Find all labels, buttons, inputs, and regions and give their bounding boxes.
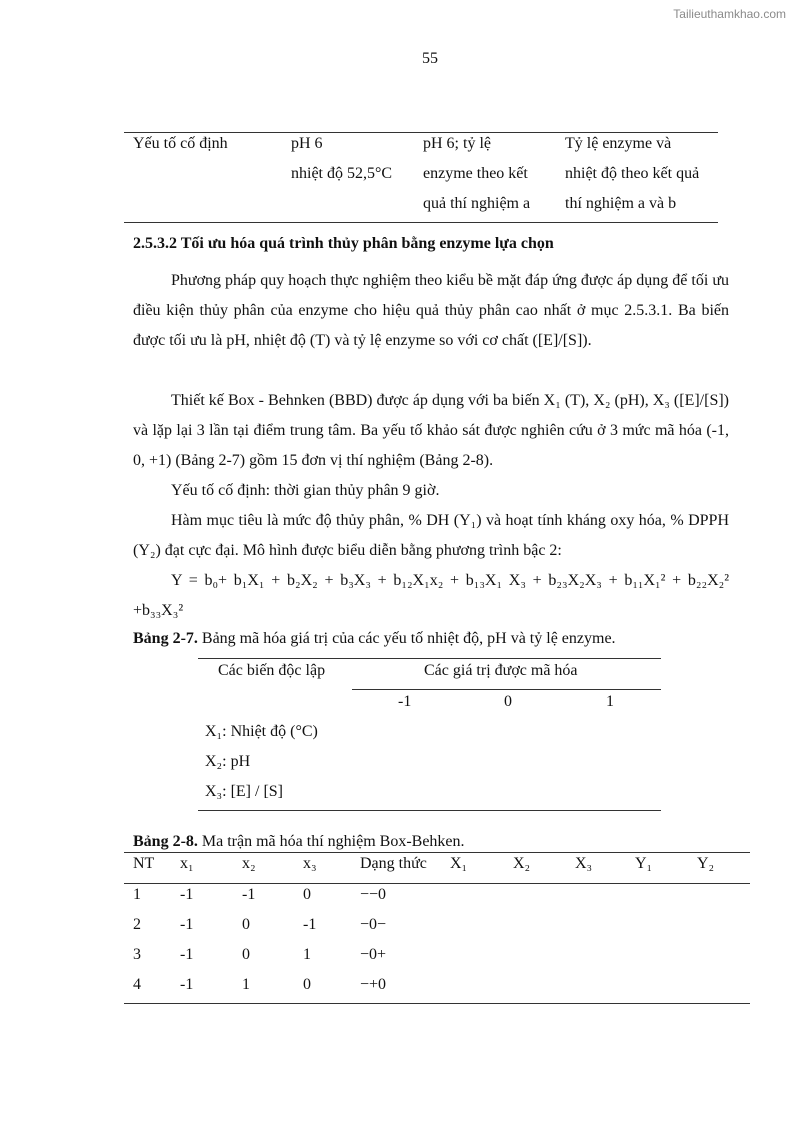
table-2-7-row-ph: X₂: pH bbox=[205, 753, 251, 770]
paragraph-method: Phương pháp quy hoạch thực nghiệm theo kiểu bề mặt đáp ứng được áp dụng để tối ưu điều kiện thủy phân của enzyme cho hiệu quả thủy phân cao nhất ở mục 2.5.3.1. Ba biến được tối ưu là pH, nhiệt độ (T) và tỷ lệ enzyme so với cơ chất ([E]/[S]). bbox=[133, 272, 729, 349]
level-minus: -1 bbox=[398, 693, 412, 710]
table-cell: 0 bbox=[303, 886, 311, 903]
table-cell: −+0 bbox=[360, 976, 387, 993]
watermark: Tailieuthamkhao.com bbox=[673, 7, 786, 21]
table-2-8-caption: Bảng 2-8. Ma trận mã hóa thí nghiệm Box-Behken. bbox=[133, 833, 465, 850]
table-cell: 0 bbox=[303, 976, 311, 993]
fixed-col2-line2: enzyme theo kết bbox=[423, 165, 528, 182]
table-2-7-header-coded: Các giá trị được mã hóa bbox=[424, 662, 578, 679]
table-cell: -1 bbox=[180, 916, 194, 933]
table-cell: -1 bbox=[180, 976, 194, 993]
table-cell: 1 bbox=[303, 946, 311, 963]
table-cell: 0 bbox=[242, 946, 250, 963]
fixed-col3-line1: Tỷ lệ enzyme và bbox=[565, 135, 672, 152]
fixed-col2-line3: quả thí nghiệm a bbox=[423, 195, 531, 212]
table-cell: -1 bbox=[180, 946, 194, 963]
table-2-8-header-y1: Y₁ bbox=[635, 855, 653, 872]
table-cell: -1 bbox=[180, 886, 194, 903]
fixed-col3-line3: thí nghiệm a và b bbox=[565, 195, 677, 212]
table-cell: −0+ bbox=[360, 946, 387, 963]
paragraph-bbd: Thiết kế Box - Behnken (BBD) được áp dụng với ba biến X₁ (T), X₂ (pH), X₃ ([E]/[S]) và lặp lại 3 lần tại điểm trung tâm. Ba yếu tố khảo sát được nghiên cứu ở 3 mức mã hóa (-1, 0, +1) (Bảng 2-7) gồm 15 đơn vị thí nghiệm (Bảng 2-8). bbox=[133, 392, 729, 469]
level-zero: 0 bbox=[504, 693, 512, 710]
level-plus: 1 bbox=[606, 693, 614, 710]
paragraph-fixed: Yếu tố cố định: thời gian thủy phân 9 giờ. bbox=[171, 482, 440, 499]
table-cell: -1 bbox=[242, 886, 256, 903]
table-cell: −0− bbox=[360, 916, 387, 933]
table-cell: 4 bbox=[133, 976, 141, 993]
fixed-col1-line1: pH 6 bbox=[291, 135, 323, 152]
table-cell: 3 bbox=[133, 946, 141, 963]
table-2-8-header-x1: x₁ bbox=[180, 855, 194, 872]
table-cell: 0 bbox=[242, 916, 250, 933]
table-2-8-header-x1: X₁ bbox=[450, 855, 468, 872]
table-2-7-row-temperature: X₁: Nhiệt độ (°C) bbox=[205, 723, 318, 740]
fixed-label: Yếu tố cố định bbox=[133, 135, 228, 152]
paragraph-objective: Hàm mục tiêu là mức độ thủy phân, % DH (Y₁) và hoạt tính kháng oxy hóa, % DPPH (Y₂) đạt cực đại. Mô hình được biểu diễn bằng phương trình bậc 2: bbox=[133, 512, 729, 559]
fixed-col2-line1: pH 6; tỷ lệ bbox=[423, 135, 491, 152]
table-2-8-header-x3: x₃ bbox=[303, 855, 317, 872]
table-cell: −−0 bbox=[360, 886, 387, 903]
table-2-7-caption: Bảng 2-7. Bảng mã hóa giá trị của các yếu tố nhiệt độ, pH và tỷ lệ enzyme. bbox=[133, 630, 616, 647]
table-cell: 1 bbox=[133, 886, 141, 903]
fixed-col1-line2: nhiệt độ 52,5°C bbox=[291, 165, 393, 182]
table-cell: 1 bbox=[242, 976, 250, 993]
table-2-8-header-y2: Y₂ bbox=[697, 855, 715, 872]
table-2-7-header-variable: Các biến độc lập bbox=[218, 662, 326, 679]
page-number: 55 bbox=[422, 50, 438, 67]
section-heading: 2.5.3.2 Tối ưu hóa quá trình thủy phân bằng enzyme lựa chọn bbox=[133, 235, 554, 252]
table-2-8-header-dang-thuc: Dạng thức bbox=[360, 855, 427, 872]
equation: Y = b₀+ b₁X₁ + b₂X₂ + b₃X₃ + b₁₂X₁x₂ + b₁₃X₁ X₃ + b₂₃X₂X₃ + b₁₁X₁² + b₂₂X₂² +b₃₃X₃² bbox=[133, 572, 729, 619]
fixed-col3-line2: nhiệt độ theo kết quả bbox=[565, 165, 700, 182]
table-cell: 2 bbox=[133, 916, 141, 933]
table-2-8-header-x3: X₃ bbox=[575, 855, 593, 872]
table-2-8-header-x2: x₂ bbox=[242, 855, 256, 872]
table-2-8-header-x2: X₂ bbox=[513, 855, 531, 872]
table-2-8-header-nt: NT bbox=[133, 855, 155, 872]
table-cell: -1 bbox=[303, 916, 317, 933]
table-2-7-row-ratio: X₃: [E] / [S] bbox=[205, 783, 284, 800]
